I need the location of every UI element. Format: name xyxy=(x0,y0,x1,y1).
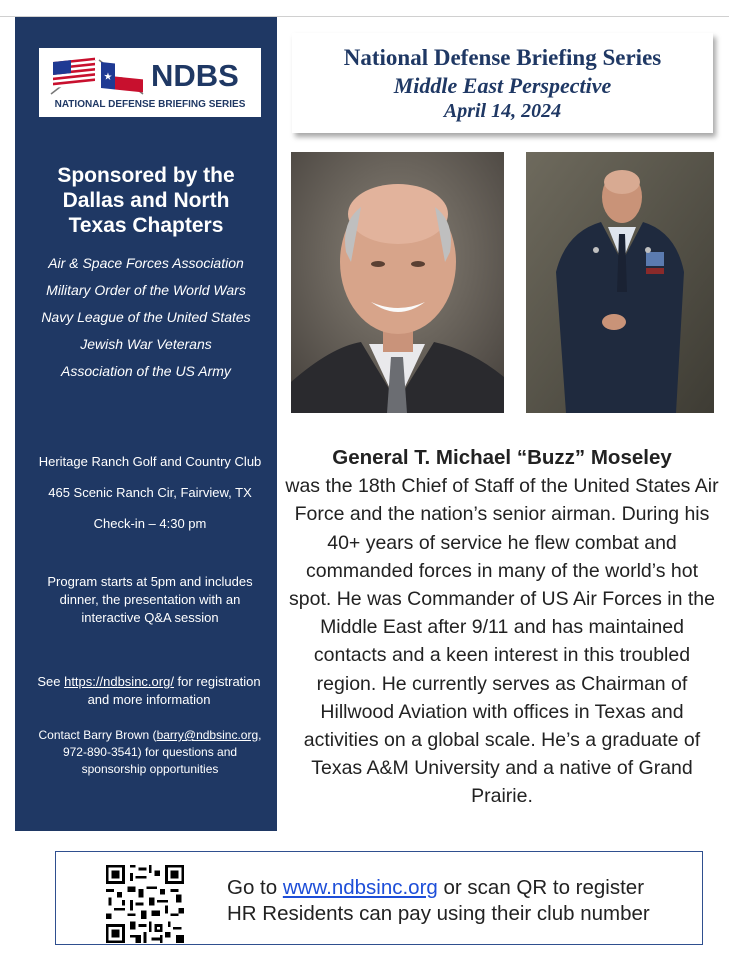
organization-item: Navy League of the United States xyxy=(41,309,251,325)
speaker-bio xyxy=(285,444,719,811)
contact-suffix: , 972-890-3541) for questions and sponsorship opportunities xyxy=(62,728,262,776)
see-prefix: See xyxy=(37,674,65,689)
website-link[interactable]: https://ndbsinc.org/ xyxy=(64,674,174,689)
organization-item: Military Order of the World Wars xyxy=(46,282,246,298)
reg-suffix: or scan QR to register xyxy=(437,876,645,899)
event-header xyxy=(292,33,713,133)
sponsor-sidebar xyxy=(15,17,277,831)
organization-item: Air & Space Forces Association xyxy=(48,255,244,271)
organization-item: Jewish War Veterans xyxy=(80,336,212,352)
see-suffix: for registration and more information xyxy=(87,674,261,707)
checkin-time: Check-in – 4:30 pm xyxy=(93,516,207,531)
registration-box xyxy=(55,851,703,945)
sponsor-title: Sponsored by the Dallas and North Texas Chapters xyxy=(57,164,235,237)
speaker-portrait-photo xyxy=(526,152,714,413)
event-subtitle: Middle East Perspective xyxy=(393,73,612,98)
reg-prefix: Go to xyxy=(227,876,283,899)
registration-line-1 xyxy=(227,875,650,901)
registration-info xyxy=(33,673,265,709)
svg-text:★: ★ xyxy=(103,71,113,84)
event-title: National Defense Briefing Series xyxy=(343,45,662,70)
registration-text xyxy=(227,875,650,927)
us-and-texas-flags-icon xyxy=(47,56,147,96)
contact-info xyxy=(33,727,267,778)
register-link[interactable]: www.ndbsinc.org xyxy=(282,876,438,899)
sponsor-organizations xyxy=(40,255,252,390)
speaker-headshot-photo xyxy=(291,152,504,413)
program-info: Program starts at 5pm and includes dinner, the presentation with an interactive Q&A session xyxy=(47,574,253,625)
ndbs-logo xyxy=(39,48,261,117)
contact-email-link[interactable]: barry@ndbsinc.org xyxy=(156,728,259,742)
registration-line-2: HR Residents can pay using their club number xyxy=(227,902,650,925)
organization-item: Association of the US Army xyxy=(61,363,231,379)
speaker-name: General T. Michael “Buzz” Moseley xyxy=(332,446,672,469)
venue-name: Heritage Ranch Golf and Country Club xyxy=(38,454,262,469)
venue-address: 465 Scenic Ranch Cir, Fairview, TX xyxy=(48,485,252,500)
qr-code-icon[interactable] xyxy=(106,865,184,943)
event-date: April 14, 2024 xyxy=(443,100,562,122)
logo-acronym: NDBS xyxy=(151,58,239,93)
speaker-bio-text: was the 18th Chief of Staff of the United States Air Force and the nation’s senior airman. During his 40+ years of service he flew combat and commanded forces in many of the world’s hot spot. He was Commander of US Air Forces in the Middle East after 9/11 and has maintained contacts and a keen interest in this troubled region. He currently serves as Chairman of Hillwood Aviation with offices in Texas and activities on a global scale. He’s a graduate of Texas A&M University and a native of Grand Prairie. xyxy=(285,475,719,808)
contact-prefix: Contact Barry Brown ( xyxy=(38,728,157,742)
logo-tagline: NATIONAL DEFENSE BRIEFING SERIES xyxy=(54,99,246,110)
venue-details xyxy=(37,453,263,546)
